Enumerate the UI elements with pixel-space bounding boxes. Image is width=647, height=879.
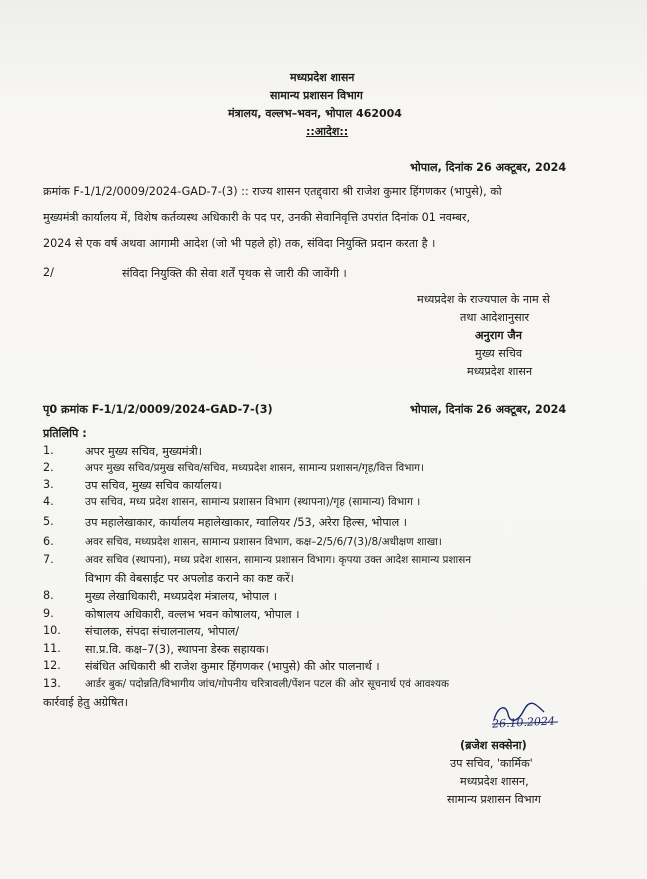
order-para2-number: 2/ bbox=[43, 266, 54, 279]
authority-name: अनुराग जैन bbox=[475, 329, 522, 342]
signatory-designation: उप सचिव, 'कार्मिक' bbox=[450, 757, 533, 770]
list-item-number: 7. bbox=[43, 553, 54, 566]
list-item: अपर मुख्य सचिव, मुख्यमंत्री। bbox=[85, 445, 202, 458]
signatory-org: मध्यप्रदेश शासन, bbox=[460, 775, 529, 788]
list-item-number: 4. bbox=[43, 495, 54, 508]
list-item: उप महालेखाकार, कार्यालय महालेखाकार, ग्वालियर /53, अरेरा हिल्स, भोपाल । bbox=[85, 516, 407, 529]
list-item-number: 8. bbox=[43, 589, 54, 602]
list-item-number: 10. bbox=[43, 624, 61, 637]
signature-handwritten-date: 26.10.2024 bbox=[491, 714, 556, 731]
list-item-number: 13. bbox=[43, 677, 61, 690]
list-item: मुख्य लेखाधिकारी, मध्यप्रदेश मंत्रालय, भोपाल । bbox=[85, 590, 277, 603]
list-item: संचालक, संपदा संचालनालय, भोपाल/ bbox=[85, 625, 239, 638]
endorsement-place-date: भोपाल, दिनांक 26 अक्टूबर, 2024 bbox=[410, 403, 567, 416]
header-department: सामान्य प्रशासन विभाग bbox=[270, 89, 363, 102]
copy-label: प्रतिलिपि : bbox=[43, 427, 87, 440]
list-item: अवर सचिव, मध्यप्रदेश शासन, सामान्य प्रशासन विभाग, कक्ष–2/5/6/7(3)/8/अधीक्षण शाखा। bbox=[85, 536, 442, 548]
list-item: उप सचिव, मध्य प्रदेश शासन, सामान्य प्रशासन विभाग (स्थापना)/गृह (सामान्य) विभाग । bbox=[85, 496, 421, 508]
list-item: संबंधित अधिकारी श्री राजेश कुमार हिंगणकर (भापुसे) की ओर पालनार्थ । bbox=[85, 660, 380, 673]
list-item-number: 11. bbox=[43, 642, 61, 655]
authority-line1: मध्यप्रदेश के राज्यपाल के नाम से bbox=[417, 293, 550, 306]
list-item: सा.प्र.वि. कक्ष–7(3), स्थापना डेस्क सहायक। bbox=[85, 643, 269, 656]
list-item-number: 12. bbox=[43, 659, 61, 672]
list-item: आर्डर बुक/ पदोन्नति/विभागीय जांच/गोपनीय चरित्रावली/पेंशन पटल की ओर सूचनार्थ एवं आवश्यक bbox=[85, 678, 449, 690]
list-item: अवर सचिव (स्थापना), मध्य प्रदेश शासन, सामान्य प्रशासन विभाग। कृपया उक्त आदेश सामान्य प्रशासन bbox=[85, 554, 471, 566]
list-item-number: 5. bbox=[43, 515, 54, 528]
order-label: ::आदेश:: bbox=[306, 125, 349, 138]
endorsement-ref: पृ0 क्रमांक F-1/1/2/0009/2024-GAD-7-(3) bbox=[43, 403, 273, 416]
header-govt: मध्यप्रदेश शासन bbox=[290, 71, 355, 84]
order-para1-line3: 2024 से एक वर्ष अथवा आगामी आदेश (जो भी पहले हो) तक, संविदा नियुक्ति प्रदान करता है । bbox=[43, 237, 436, 250]
list-item: कोषालय अधिकारी, वल्लभ भवन कोषालय, भोपाल । bbox=[85, 608, 300, 621]
order-para2-text: संविदा नियुक्ति की सेवा शर्तें पृथक से जारी की जावेंगी । bbox=[122, 267, 347, 280]
order-para1-line1: क्रमांक F-1/1/2/0009/2024-GAD-7-(3) :: राज्य शासन एतद्द्वारा श्री राजेश कुमार हिंगणकर (भापुसे), को bbox=[43, 185, 502, 198]
order-para1-line2: मुख्यमंत्री कार्यालय में, विशेष कर्तव्यस्थ अधिकारी के पद पर, उनकी सेवानिवृत्ति उपरांत दिनांक 01 नवम्बर, bbox=[43, 211, 471, 224]
list-item-number: 9. bbox=[43, 607, 54, 620]
signatory-name: (ब्रजेश सक्सेना) bbox=[460, 739, 527, 752]
authority-org: मध्यप्रदेश शासन bbox=[467, 365, 533, 378]
authority-line2: तथा आदेशानुसार bbox=[460, 311, 530, 324]
list-item-number: 1. bbox=[43, 444, 54, 457]
list-item-number: 3. bbox=[43, 478, 54, 491]
authority-designation: मुख्य सचिव bbox=[475, 347, 523, 360]
list-item-number: 2. bbox=[43, 461, 54, 474]
list-item: उप सचिव, मुख्य सचिव कार्यालय। bbox=[85, 479, 222, 492]
signatory-department: सामान्य प्रशासन विभाग bbox=[447, 793, 541, 806]
list-item: अपर मुख्य सचिव/प्रमुख सचिव/सचिव, मध्यप्रदेश शासन, सामान्य प्रशासन/गृह/वित्त विभाग। bbox=[85, 462, 424, 474]
list-item-continuation: कार्रवाई हेतु अग्रेषित। bbox=[43, 696, 128, 709]
list-item-number: 6. bbox=[43, 535, 54, 548]
list-item-continuation: विभाग की वेबसाईट पर अपलोड कराने का कष्ट करें। bbox=[85, 572, 294, 585]
header-address: मंत्रालय, वल्लभ–भवन, भोपाल 462004 bbox=[228, 107, 402, 120]
order-place-date: भोपाल, दिनांक 26 अक्टूबर, 2024 bbox=[410, 161, 567, 174]
